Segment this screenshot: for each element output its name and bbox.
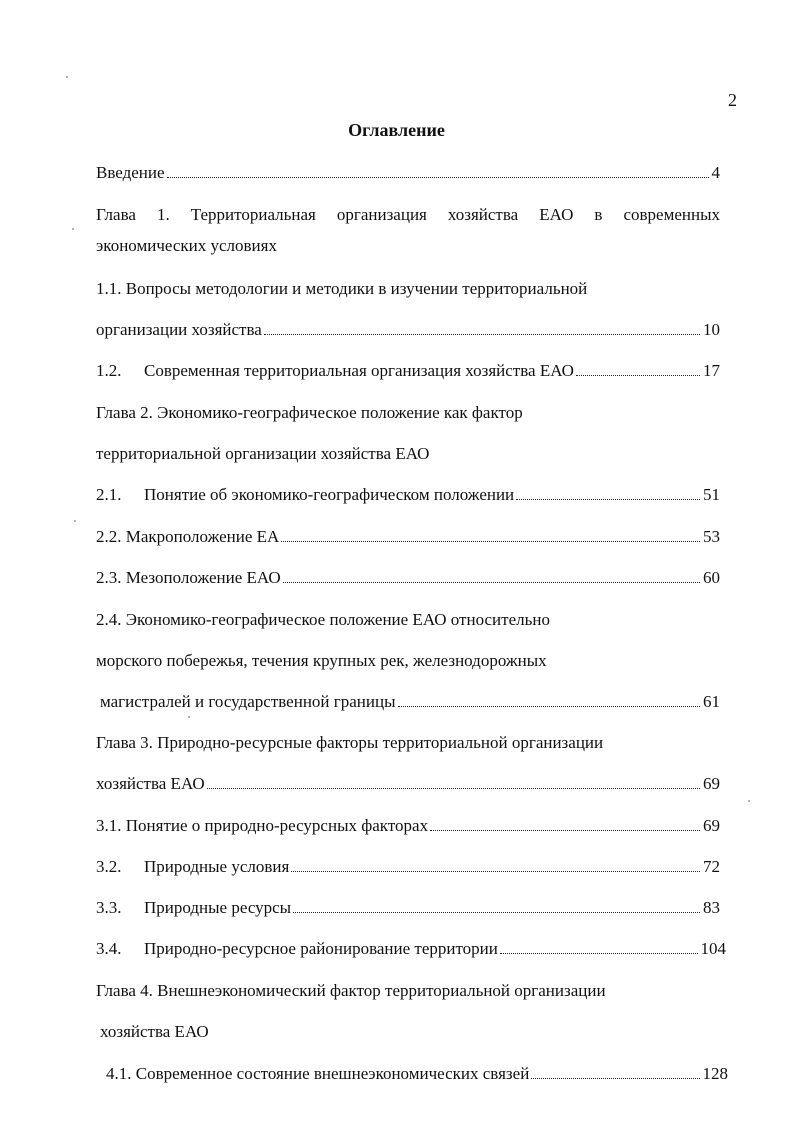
toc-chapter-3-line-2 <box>96 773 720 795</box>
toc-section-1-1-line-2 <box>96 319 720 341</box>
scan-speck <box>74 520 76 522</box>
section-title: Современная территориальная организация хозяйства ЕАО <box>144 361 574 380</box>
toc-section-2-2 <box>96 526 720 548</box>
scan-speck <box>188 716 190 718</box>
toc-page-number: 53 <box>703 527 720 546</box>
toc-chapter-3-line-1: Глава 3. Природно-ресурсные факторы территориальной организации <box>96 733 604 752</box>
toc-section-2-4-line-2: морского побережья, течения крупных рек, железнодорожных <box>96 651 547 670</box>
toc-entry-label: Введение <box>96 163 165 182</box>
toc-chapter-2-line-1: Глава 2. Экономико-географическое положение как фактор <box>96 403 523 422</box>
toc-section-2-4-line-1: 2.4. Экономико-географическое положение ЕАО относительно <box>96 610 550 629</box>
toc-section-3-4 <box>96 938 726 960</box>
toc-chapter-1-line-2: экономических условиях <box>96 236 277 255</box>
section-number: 2.1. <box>96 485 122 504</box>
toc-section-3-2 <box>96 856 720 878</box>
toc-section-2-4-line-3 <box>96 691 720 713</box>
toc-page-number: 51 <box>703 485 720 504</box>
toc-section-1-2 <box>96 360 720 382</box>
toc-section-2-3 <box>96 567 720 589</box>
toc-section-3-1 <box>96 815 720 837</box>
section-number: 3.4. <box>96 939 122 958</box>
dot-leader <box>430 830 700 831</box>
toc-page-number: 69 <box>703 816 720 835</box>
dot-leader <box>398 706 701 707</box>
page-number: 2 <box>728 90 737 110</box>
dot-leader <box>576 375 700 376</box>
section-title: Понятие об экономико-географическом положении <box>144 485 515 504</box>
section-number: 3.3. <box>96 898 122 917</box>
toc-chapter-1-line-1: Глава 1. Территориальная организация хозяйства ЕАО в современных <box>96 205 720 224</box>
toc-page-number: 61 <box>703 692 720 711</box>
dot-leader <box>281 541 700 542</box>
toc-entry-label <box>96 938 498 960</box>
toc-entry-label: организации хозяйства <box>96 320 262 339</box>
toc-section-3-3 <box>96 897 720 919</box>
toc-entry-label: 2.3. Мезоположение ЕАО <box>96 568 281 587</box>
toc-entry-label <box>96 484 514 506</box>
dot-leader <box>264 334 700 335</box>
dot-leader <box>283 582 700 583</box>
dot-leader <box>207 788 700 789</box>
toc-page-number: 104 <box>700 939 726 958</box>
toc-entry-label: 4.1. Современное состояние внешнеэкономических связей <box>106 1064 530 1083</box>
dot-leader <box>167 177 709 178</box>
toc-page-number: 83 <box>703 898 720 917</box>
section-title: Природные условия <box>144 857 290 876</box>
toc-entry-label <box>96 360 574 382</box>
section-title: Природные ресурсы <box>144 898 292 917</box>
toc-entry-label: 2.2. Макроположение ЕА <box>96 527 280 546</box>
dot-leader <box>291 871 700 872</box>
toc-chapter-4-line-1: Глава 4. Внешнеэкономический фактор территориальной организации <box>96 981 606 1000</box>
toc-title: Оглавление <box>348 120 445 140</box>
toc-page-number: 10 <box>703 320 720 339</box>
toc-page-number: 69 <box>703 774 720 793</box>
section-number: 3.2. <box>96 857 122 876</box>
toc-entry-intro <box>96 162 720 184</box>
dot-leader <box>293 912 700 913</box>
toc-page-number: 17 <box>703 361 720 380</box>
toc-entry-label: 3.1. Понятие о природно-ресурсных факторах <box>96 816 429 835</box>
toc-entry-label: магистралей и государственной границы <box>100 692 396 711</box>
scan-speck <box>72 228 74 230</box>
dot-leader <box>531 1078 699 1079</box>
toc-chapter-2-line-2: территориальной организации хозяйства ЕАО <box>96 444 430 463</box>
toc-entry-label <box>96 897 291 919</box>
toc-section-2-1 <box>96 484 720 506</box>
scan-speck <box>748 800 750 802</box>
toc-page-number: 4 <box>711 163 720 182</box>
toc-page-number: 60 <box>703 568 720 587</box>
dot-leader <box>516 499 700 500</box>
toc-section-1-1-line-1: 1.1. Вопросы методологии и методики в изучении территориальной <box>96 279 588 298</box>
toc-section-4-1 <box>96 1063 728 1085</box>
toc-entry-label: хозяйства ЕАО <box>96 774 205 793</box>
toc-page-number: 72 <box>703 857 720 876</box>
toc-chapter-4-line-2: хозяйства ЕАО <box>100 1022 209 1041</box>
toc-entry-label <box>96 856 289 878</box>
toc-page-number: 128 <box>702 1064 728 1083</box>
scan-speck <box>66 76 68 78</box>
section-title: Природно-ресурсное районирование территории <box>144 939 498 958</box>
dot-leader <box>500 953 698 954</box>
section-number: 1.2. <box>96 361 122 380</box>
